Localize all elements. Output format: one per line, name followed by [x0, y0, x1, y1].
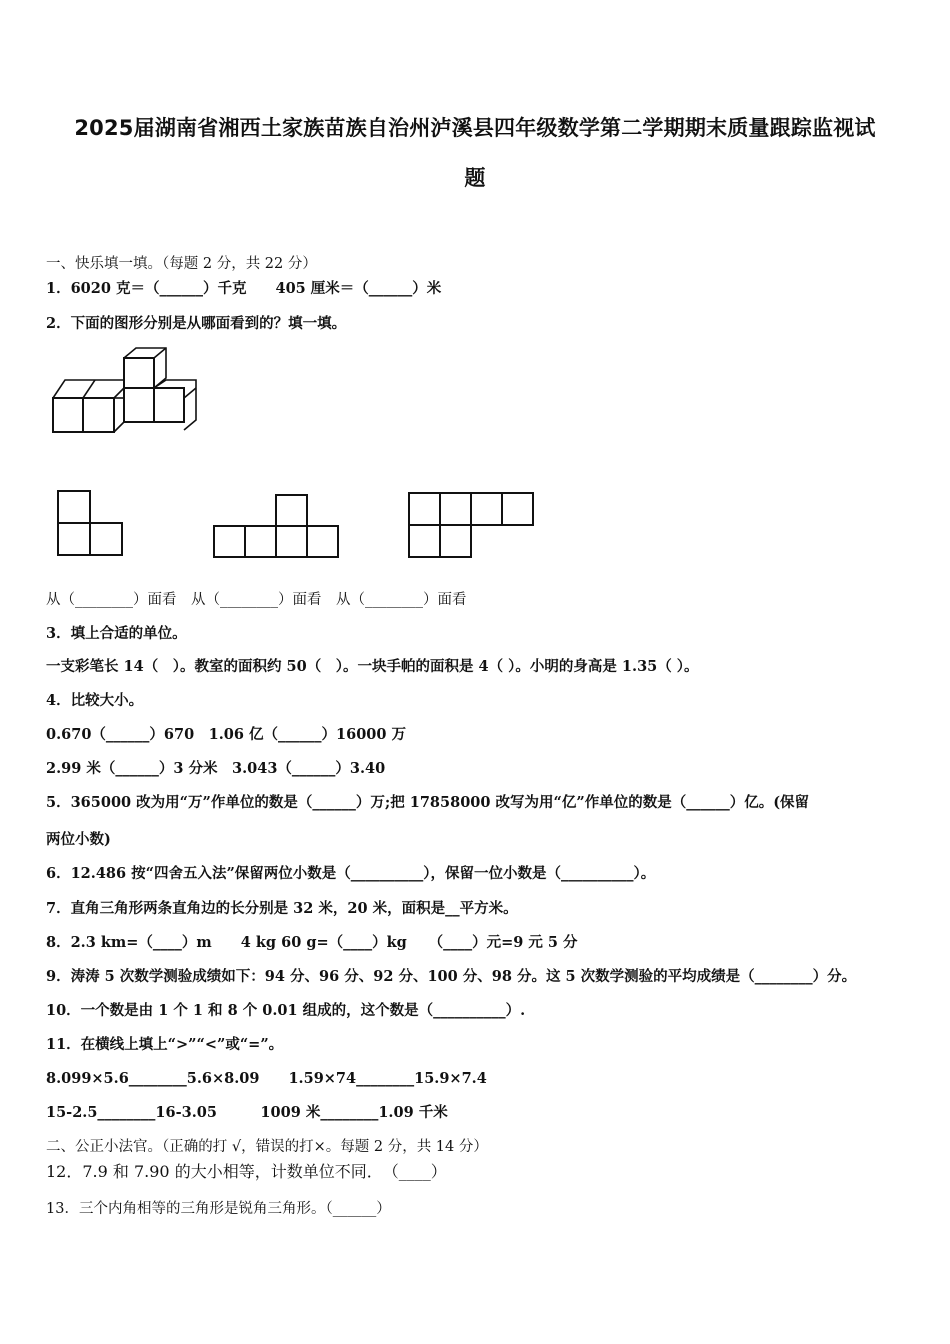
question-11-line1: 8.099×5.6________5.6×8.09 1.59×74________15.9×7.4 — [46, 1070, 487, 1087]
view-figure-2 — [208, 492, 344, 560]
question-13: 13．三个内角相等的三角形是锐角三角形。（______） — [46, 1201, 391, 1217]
question-4-line1: 0.670（______）670 1.06 亿（______）16000 万 — [46, 726, 407, 743]
document-title-line1: 2025届湖南省湘西土家族苗族自治州泸溪县四年级数学第二学期期末质量跟踪监视试 — [74, 116, 876, 140]
document-title-line2: 题 — [464, 166, 486, 190]
question-10: 10．一个数是由 1 个 1 和 8 个 0.01 组成的，这个数是（__________）. — [46, 1002, 526, 1019]
question-5-line2: 两位小数) — [46, 831, 111, 848]
question-6: 6．12.486 按“四舍五入法”保留两位小数是（__________），保留一位小数是（__________）。 — [46, 865, 656, 882]
question-5-line1: 5．365000 改为用“万”作单位的数是（______）万;把 17858000 改写为用“亿”作单位的数是（______）亿。(保留 — [46, 794, 810, 811]
question-3: 3．填上合适的单位。 — [46, 625, 187, 642]
question-1: 1．6020 克＝（______）千克 405 厘米＝（______）米 — [46, 280, 442, 297]
cube-stack-figure — [44, 340, 204, 440]
view-figure-1 — [52, 488, 128, 560]
section2-header: 二、公正小法官。（正确的打 √，错误的打×。每题 2 分，共 14 分） — [46, 1139, 488, 1155]
question-2: 2．下面的图形分别是从哪面看到的？填一填。 — [46, 315, 347, 332]
question-4: 4．比较大小。 — [46, 692, 144, 709]
question-8: 8．2.3 km=（____）m 4 kg 60 g=（____）kg （____）元=9 元 5 分 — [46, 934, 578, 951]
question-9: 9．涛涛 5 次数学测验成绩如下：94 分、96 分、92 分、100 分、98 分。这 5 次数学测验的平均成绩是（________）分。 — [46, 968, 857, 985]
question-11: 11．在横线上填上“>”“<”或“=”。 — [46, 1036, 284, 1053]
question-2-answers: 从（________）面看 从（________）面看 从（________）面看 — [46, 592, 467, 608]
question-12: 12．7.9 和 7.90 的大小相等，计数单位不同． （____） — [46, 1162, 447, 1181]
question-3-line: 一支彩笔长 14（ ）。教室的面积约 50（ ）。一块手帕的面积是 4（ ）。小明的身高是 1.35（ ）。 — [46, 658, 699, 675]
question-4-line2: 2.99 米（______）3 分米 3.043（______）3.40 — [46, 760, 386, 777]
question-11-line2: 15-2.5________16-3.05 1009 米________1.09 千米 — [46, 1104, 448, 1121]
question-7: 7．直角三角形两条直角边的长分别是 32 米，20 米，面积是__平方米。 — [46, 900, 518, 917]
view-figure-3 — [404, 490, 538, 560]
section1-header: 一、快乐填一填。（每题 2 分，共 22 分） — [46, 256, 317, 272]
